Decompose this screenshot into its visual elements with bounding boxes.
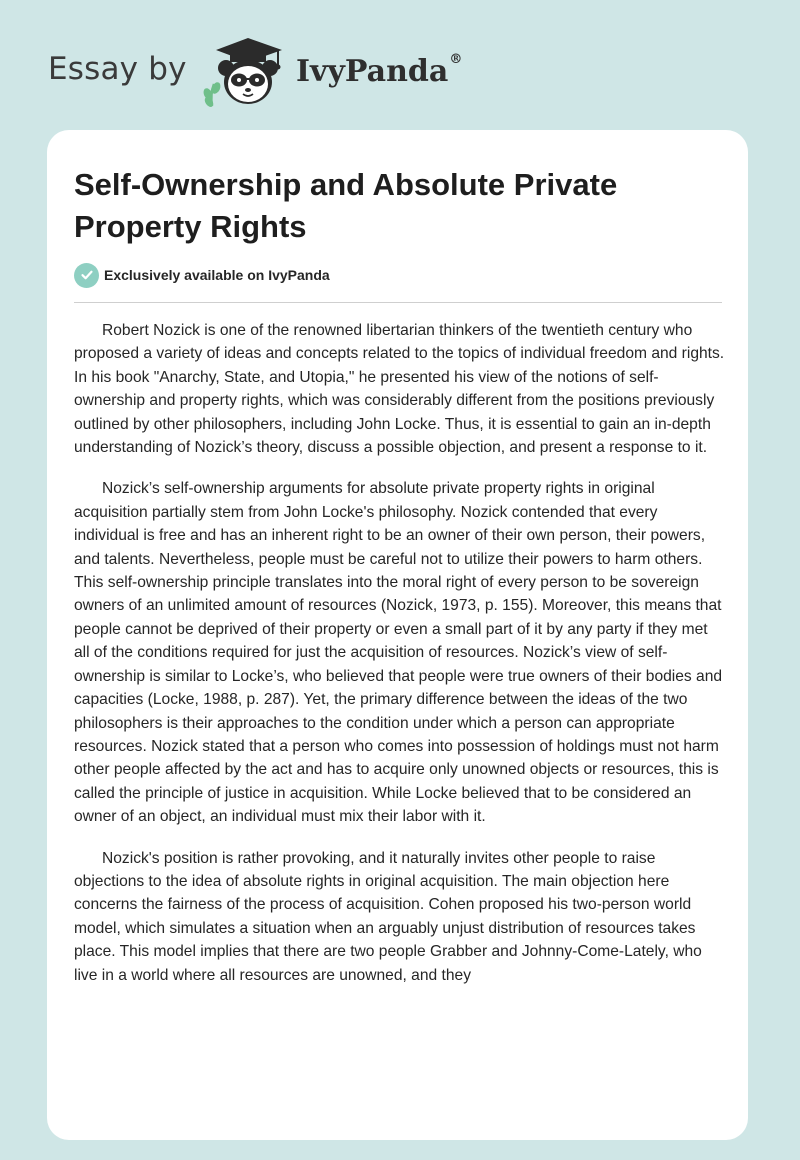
exclusive-badge <box>74 262 330 288</box>
divider <box>74 302 722 303</box>
registered-mark: ® <box>449 52 463 67</box>
badge-text: Exclusively available on IvyPanda <box>104 267 330 283</box>
article-card <box>47 130 748 1140</box>
brand-name[interactable] <box>296 54 462 89</box>
paragraph: Robert Nozick is one of the renowned libertarian thinkers of the twentieth century who proposed a variety of ideas and concepts related to the topics of individual freedom and rights. In his book "Anarchy, State, and Utopia," he presented his view of the notions of self-ownership and property rights, which was considerably different from the positions previously outlined by other philosophers, including John Locke. Thus, it is essential to gain an in-depth understanding of Nozick’s theory, discuss a possible objection, and present a response to it. <box>74 322 725 457</box>
paragraph: Nozick’s self-ownership arguments for absolute private property rights in original acquisition partially stem from John Locke's philosophy. Nozick contended that every individual is free and has an inherent right to be an owner of their own person, their powers, and talents. Nevertheless, people must be careful not to utilize their powers to harm others. This self-ownership principle translates into the moral right of every person to be sovereign owners of an unlimited amount of resources (Nozick, 1973, p. 155). Moreover, this means that people cannot be deprived of their property or even a small part of it by any party if they met all of the conditions required for just the acquisition of resources. Nozick’s view of self-ownership is similar to Locke’s, who believed that people were true owners of their bodies and capacities (Locke, 1988, p. 287). Yet, the primary difference between the ideas of the two philosophers is their approaches to the condition under which a person can appropriate resources. Nozick stated that a person who comes into possession of holdings must not harm other people affected by the act and has to acquire only unowned objects or resources, this is called the principle of justice in acquisition. While Locke believed that to be considered an owner of an object, an individual must mix their labor with it. <box>74 480 723 826</box>
site-header <box>0 0 800 130</box>
panda-graduate-icon[interactable] <box>202 36 294 108</box>
check-circle-icon <box>74 263 99 288</box>
brand-name-text: IvyPanda <box>296 54 449 89</box>
paragraph: Nozick's position is rather provoking, and it naturally invites other people to raise objections to the idea of absolute rights in original acquisition. The main objection here concerns the fairness of the process of acquisition. Cohen proposed his two-person world model, which simulates a situation when an arguably unjust distribution of resources takes place. This model implies that there are two people Grabber and Johnny-Come-Lately, who live in a world where all resources are unowned, and they <box>74 849 702 984</box>
essay-by-label: Essay by <box>48 51 187 87</box>
article-body <box>74 319 726 1005</box>
article-title: Self-Ownership and Absolute Private Property Rights <box>74 167 618 244</box>
